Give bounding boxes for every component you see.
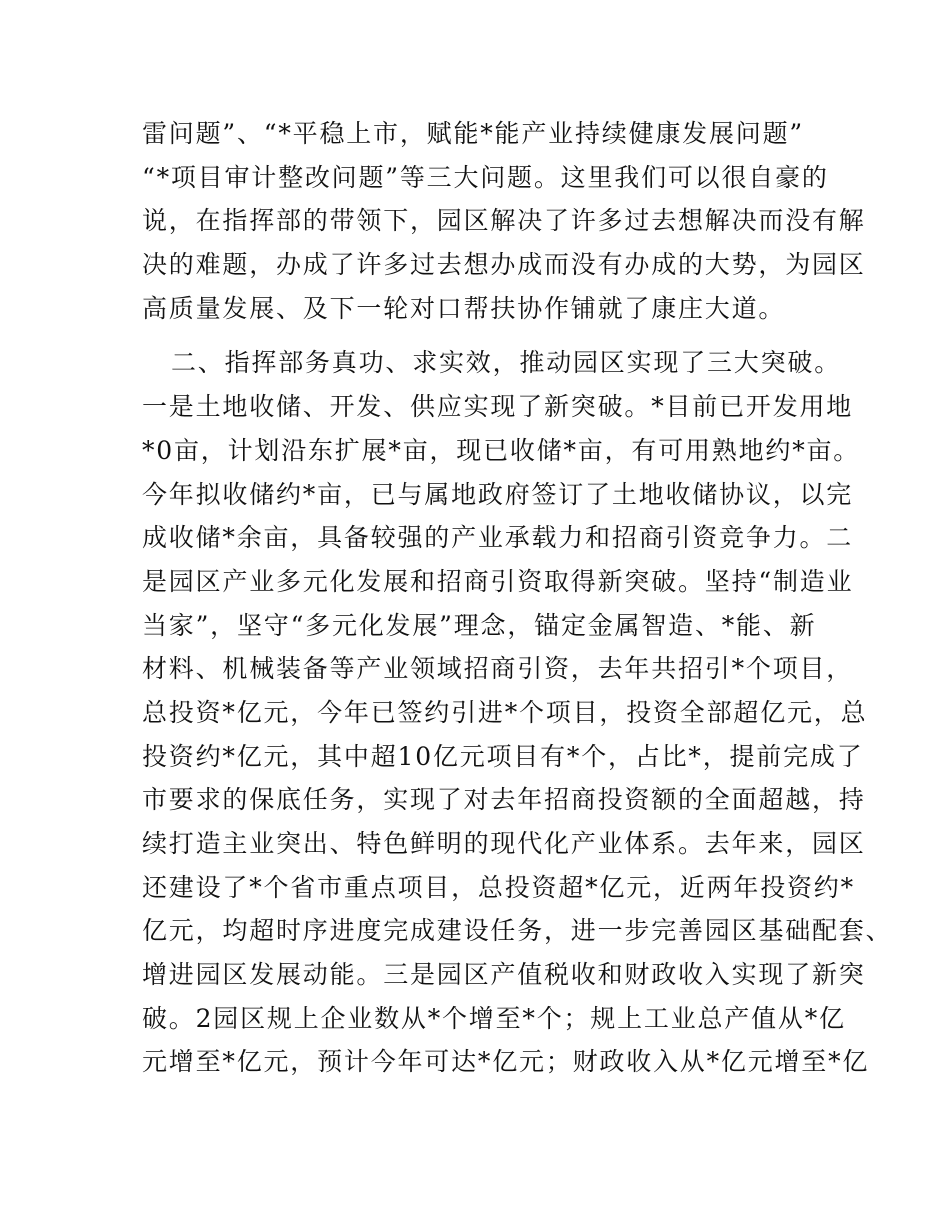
paragraph-2 [142, 341, 893, 1084]
text-line: 高质量发展、及下一轮对口帮扶协作铺就了康庄大道。 [142, 293, 786, 323]
paragraph-1 [142, 112, 866, 330]
text-line: 决的难题，办成了许多过去想办成而没有办成的大势，为园区 [142, 250, 866, 280]
text-line: 一是土地收储、开发、供应实现了新突破。*目前已开发用地 [142, 392, 854, 422]
text-line: 亿元，均超时序进度完成建设任务，进一步完善园区基础配套、 [142, 916, 893, 946]
text-line: 材料、机械装备等产业领域招商引资，去年共招引*个项目， [142, 654, 854, 684]
text-line: 成收储*余亩，具备较强的产业承载力和招商引资竞争力。二 [142, 523, 854, 553]
text-line: 雷问题”、“*平稳上市，赋能*能产业持续健康发展问题” [142, 119, 804, 148]
text-line: 今年拟收储约*亩，已与属地政府签订了土地收储协议，以完 [142, 479, 854, 509]
text-line: 市要求的保底任务，实现了对去年招商投资额的全面超越，持 [142, 785, 866, 815]
text-line: 续打造主业突出、特色鲜明的现代化产业体系。去年来，园区 [142, 829, 866, 858]
text-line: 破。2园区规上企业数从*个增至*个；规上工业总产值从*亿 [142, 1003, 846, 1033]
text-line: 增进园区发展动能。三是园区产值税收和财政收入实现了新突 [142, 960, 866, 990]
text-line: “*项目审计整改问题”等三大问题。这里我们可以很自豪的 [142, 162, 829, 192]
text-line: 当家”，坚守“多元化发展”理念，锚定金属智造、*能、新 [142, 610, 817, 640]
text-line: 是园区产业多元化发展和招商引资取得新突破。坚持“制造业 [142, 566, 854, 596]
text-line: 总投资*亿元，今年已签约引进*个项目，投资全部超亿元，总 [142, 697, 868, 727]
text-line: 元增至*亿元，预计今年可达*亿元；财政收入从*亿元增至*亿 [142, 1047, 870, 1077]
section-heading-line: 二、指挥部务真功、求实效，推动园区实现了三大突破。 [171, 348, 842, 378]
text-line: *0亩，计划沿东扩展*亩，现已收储*亩，有可用熟地约*亩。 [142, 435, 861, 465]
text-line: 说，在指挥部的带领下，园区解决了许多过去想解决而没有解 [142, 206, 866, 236]
text-line: 还建设了*个省市重点项目，总投资超*亿元，近两年投资约* [142, 872, 855, 902]
text-line: 投资约*亿元，其中超10亿元项目有*个，占比*，提前完成了 [142, 741, 864, 771]
paragraph-spacer [142, 330, 822, 341]
document-body [142, 112, 893, 1084]
